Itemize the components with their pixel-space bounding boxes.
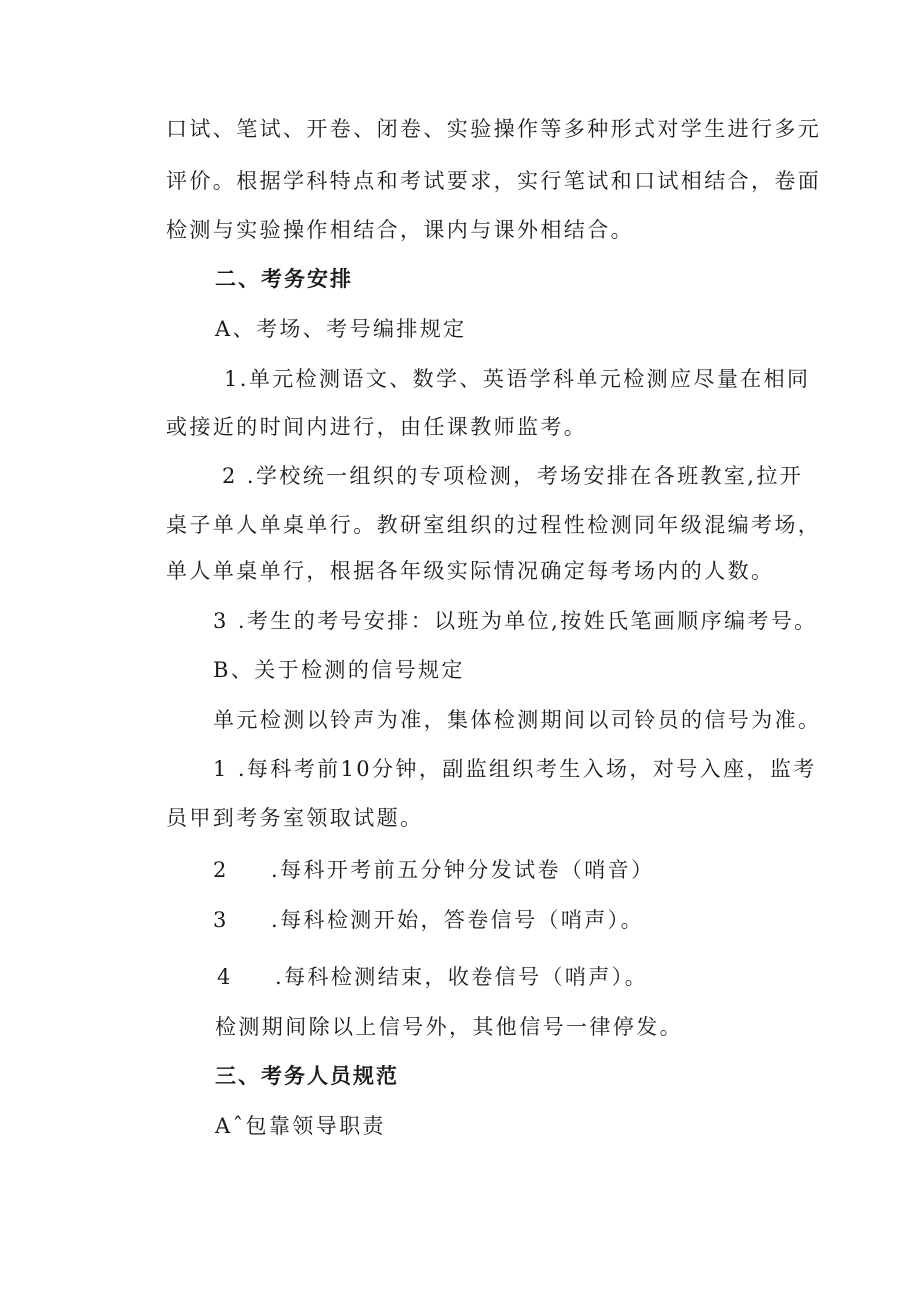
section-2-heading: 二、考务安排 (215, 267, 353, 291)
signal-1-line-2: 员甲到考务室领取试题。 (166, 806, 424, 830)
subheading-b-signals: B、关于检测的信号规定 (213, 658, 465, 682)
section-3-heading: 三、考务人员规范 (215, 1064, 399, 1088)
signal-4-text: .每科检测结束，收卷信号（哨声）。 (275, 965, 648, 989)
intro-line-1: 口试、笔试、开卷、闭卷、实验操作等多种形式对学生进行多元 (166, 117, 822, 141)
item-1-line-1: 1.单元检测语文、数学、英语学科单元检测应尽量在相同 (224, 367, 811, 391)
item-1-line-2: 或接近的时间内进行，由任课教师监考。 (166, 415, 588, 439)
item-2-line-3: 单人单桌单行，根据各年级实际情况确定每考场内的人数。 (166, 559, 775, 583)
signal-4-number: 4 (217, 965, 233, 989)
signal-intro: 单元检测以铃声为准，集体检测期间以司铃员的信号为准。 (213, 708, 822, 732)
signal-3 (213, 906, 644, 934)
item-3: 3 .考生的考号安排：以班为单位,按姓氏笔画顺序编考号。 (213, 609, 818, 633)
signal-2 (213, 856, 654, 884)
signal-3-text: .每科检测开始，答卷信号（哨声）。 (271, 908, 644, 932)
signal-4 (217, 963, 648, 991)
signal-3-number: 3 (213, 908, 229, 932)
signal-note: 检测期间除以上信号外，其他信号一律停发。 (215, 1015, 683, 1039)
intro-line-2: 评价。根据学科特点和考试要求，实行笔试和口试相结合，卷面 (166, 169, 822, 193)
subheading-a-leader-duties: Aˆ包靠领导职责 (215, 1114, 386, 1138)
subheading-a-exam-rooms: A、考场、考号编排规定 (215, 317, 467, 341)
signal-2-number: 2 (213, 858, 229, 882)
signal-1-line-1: 1 .每科考前10分钟，副监组织考生入场，对号入座，监考 (213, 757, 817, 781)
intro-line-3: 检测与实验操作相结合，课内与课外相结合。 (166, 218, 634, 242)
item-2-line-2: 桌子单人单桌单行。教研室组织的过程性检测同年级混编考场， (166, 513, 822, 537)
item-2-line-1: 2 .学校统一组织的专项检测，考场安排在各班教室,拉开 (222, 464, 804, 488)
signal-2-text: .每科开考前五分钟分发试卷（哨音） (271, 858, 655, 882)
